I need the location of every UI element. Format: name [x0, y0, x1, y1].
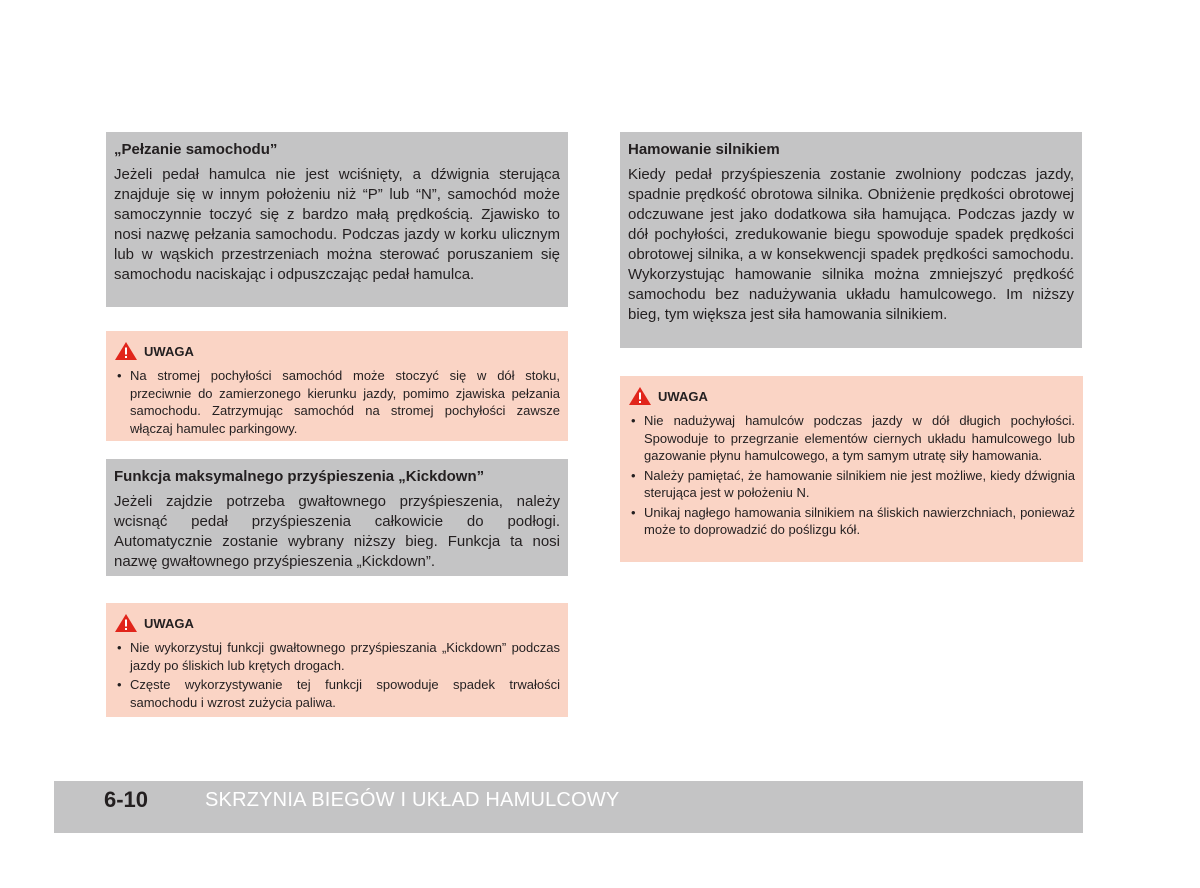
chapter-title: SKRZYNIA BIEGÓW I UKŁAD HAMULCOWY: [205, 789, 620, 811]
section-body: Kiedy pedał przyśpieszenia zostanie zwolniony podczas jazdy, spadnie prędkość obrotowa silnika. Obniżenie prędkości obrotowej odczuwane jest jako dodatkowa siła hamująca. Podczas jazdy w dół pochyłości, zredukowanie biegu spowoduje spadek prędkości obrotowej silnika, a w konsekwencji spadek prędkości samochodu. Wykorzystując hamowanie silnika można zmniejszyć prędkość samochodu bez nadużywania układu hamulcowego. Im niższy bieg, tym większa jest siła hamowania silnikiem.: [628, 166, 1074, 323]
warning-header: [114, 341, 560, 361]
warning-item: • Częste wykorzystywanie tej funkcji spowoduje spadek trwałości samochodu i wzrost zużycia paliwa.: [114, 676, 560, 711]
warning-box-creeping: [106, 331, 568, 441]
section-title: „Pełzanie samochodu”: [114, 141, 278, 158]
warning-label: UWAGA: [658, 388, 708, 404]
section-kickdown: [106, 459, 568, 576]
warning-item: • Unikaj nagłego hamowania silnikiem na śliskich nawierzchniach, ponieważ może to doprowadzić do poślizgu kół.: [628, 504, 1075, 539]
warning-list: [628, 412, 1075, 539]
page-number: 6-10: [104, 787, 149, 812]
warning-item: • Na stromej pochyłości samochód może stoczyć się w dół stoku, przeciwnie do zamierzonego kierunku jazdy, pomimo zjawiska pełzania samochodu. Zatrzymując samochód na stromej pochyłości zawsze włączaj hamulec parkingowy.: [114, 367, 560, 437]
warning-label: UWAGA: [144, 615, 194, 631]
section-body: Jeżeli pedał hamulca nie jest wciśnięty, a dźwignia sterująca znajduje się w innym położeniu niż “P” lub “N”, samochód może samoczynnie toczyć się z bardzo małą prędkością. Zjawisko to nosi nazwę pełzania samochodu. Podczas jazdy w korku ulicznym lub w wąskich przestrzeniach można sterować poruszaniem się samochodu naciskając i odpuszczając pedał hamulca.: [114, 166, 560, 283]
section-body: Jeżeli zajdzie potrzeba gwałtownego przyśpieszenia, należy wcisnąć pedał przyśpieszenia całkowicie do podłogi. Automatycznie zostanie wybrany niższy bieg. Funkcja ta nosi nazwę gwałtownego przyśpieszenia „Kickdown”.: [114, 493, 560, 570]
warning-item: • Należy pamiętać, że hamowanie silnikiem nie jest możliwe, kiedy dźwignia sterująca jest w położeniu N.: [628, 467, 1075, 502]
warning-label: UWAGA: [144, 343, 194, 359]
warning-item: • Nie nadużywaj hamulców podczas jazdy w dół długich pochyłości. Spowoduje to przegrzanie elementów ciernych układu hamulcowego lub gazowanie płynu hamulcowego, a tym samym utratę siły hamowania.: [628, 412, 1075, 465]
section-engine-braking: [620, 132, 1082, 348]
warning-header: [628, 386, 1075, 406]
warning-list: [114, 639, 560, 711]
warning-triangle-icon: [114, 341, 138, 361]
warning-box-engine-braking: [620, 376, 1083, 562]
section-title: Hamowanie silnikiem: [628, 141, 780, 158]
section-title: Funkcja maksymalnego przyśpieszenia „Kickdown”: [114, 468, 485, 485]
warning-item: • Nie wykorzystuj funkcji gwałtownego przyśpieszania „Kickdown” podczas jazdy po śliskich lub krętych drogach.: [114, 639, 560, 674]
warning-box-kickdown: [106, 603, 568, 717]
section-creeping: [106, 132, 568, 307]
page-footer: [54, 781, 1083, 833]
warning-triangle-icon: [628, 386, 652, 406]
warning-header: [114, 613, 560, 633]
warning-triangle-icon: [114, 613, 138, 633]
warning-list: [114, 367, 560, 437]
